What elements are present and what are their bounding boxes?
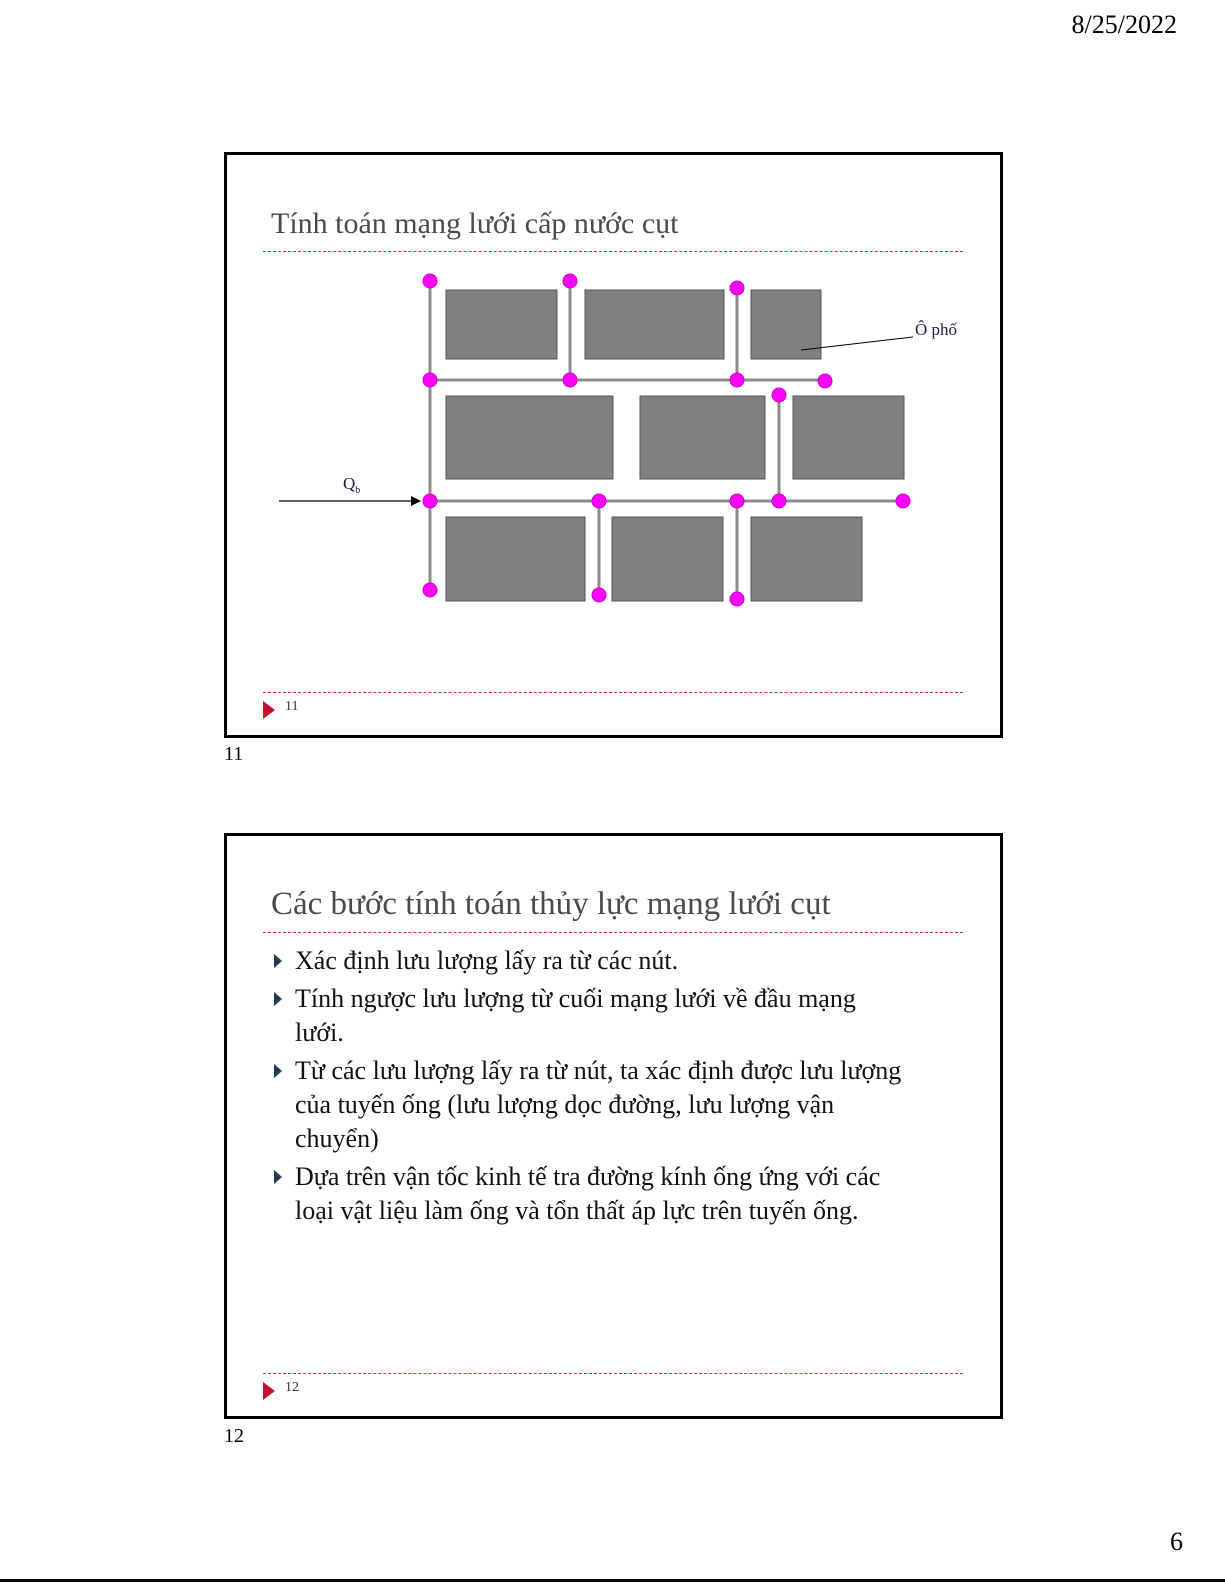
node bbox=[423, 583, 437, 597]
slide-title: Tính toán mạng lưới cấp nước cụt bbox=[271, 207, 679, 240]
node bbox=[730, 592, 744, 606]
city-block bbox=[612, 517, 723, 601]
node bbox=[592, 494, 606, 508]
node bbox=[818, 374, 832, 388]
bullet-arrow-icon bbox=[274, 1170, 282, 1184]
slide-12 bbox=[224, 833, 1003, 1419]
city-block bbox=[585, 290, 724, 359]
city-block bbox=[751, 517, 862, 601]
slide-11 bbox=[224, 152, 1003, 738]
node bbox=[772, 494, 786, 508]
slide-caption: 12 bbox=[224, 1425, 244, 1447]
list-item: Dựa trên vận tốc kinh tế tra đường kính ống ứng với các loại vật liệu làm ống và tổn thất áp lực trên tuyến ống. bbox=[271, 1160, 911, 1228]
city-block bbox=[446, 290, 557, 359]
city-block bbox=[446, 517, 585, 601]
node bbox=[592, 588, 606, 602]
list-item: Từ các lưu lượng lấy ra từ nút, ta xác định được lưu lượng của tuyến ống (lưu lượng dọc đường, lưu lượng vận chuyển) bbox=[271, 1054, 911, 1156]
city-block bbox=[793, 396, 904, 479]
list-item: Xác định lưu lượng lấy ra từ các nút. bbox=[271, 944, 911, 978]
bullet-arrow-icon bbox=[274, 1064, 282, 1078]
footer-divider bbox=[263, 1373, 963, 1374]
node bbox=[423, 373, 437, 387]
node bbox=[563, 274, 577, 288]
title-divider bbox=[263, 932, 963, 933]
node bbox=[423, 274, 437, 288]
bullet-list bbox=[271, 944, 911, 1232]
list-item: Tính ngược lưu lượng từ cuối mạng lưới về đầu mạng lưới. bbox=[271, 982, 911, 1050]
pipe-network-diagram bbox=[227, 155, 1000, 675]
bullet-arrow-icon bbox=[274, 954, 282, 968]
node bbox=[563, 373, 577, 387]
city-block bbox=[640, 396, 765, 479]
footer-arrow-icon bbox=[263, 1382, 275, 1400]
page-date: 8/25/2022 bbox=[1071, 10, 1177, 39]
slide-footer-number: 12 bbox=[285, 1380, 299, 1395]
bullet-arrow-icon bbox=[274, 992, 282, 1006]
page-bottom-rule bbox=[0, 1579, 1225, 1582]
footer-divider bbox=[263, 692, 963, 693]
flow-label: $Q_b$ bbox=[343, 474, 361, 496]
node bbox=[730, 373, 744, 387]
slide-footer-number: 11 bbox=[285, 699, 299, 714]
node bbox=[423, 494, 437, 508]
node bbox=[730, 494, 744, 508]
footer-arrow-icon bbox=[263, 701, 275, 719]
node bbox=[896, 494, 910, 508]
page-number: 6 bbox=[1170, 1527, 1183, 1556]
inflow-arrowhead bbox=[411, 496, 421, 506]
slide-caption: 11 bbox=[224, 743, 244, 765]
block-label: Ô phố bbox=[915, 320, 958, 339]
node bbox=[772, 388, 786, 402]
city-block bbox=[446, 396, 613, 479]
slide-title: Các bước tính toán thủy lực mạng lưới cụt bbox=[271, 886, 831, 922]
node bbox=[730, 281, 744, 295]
